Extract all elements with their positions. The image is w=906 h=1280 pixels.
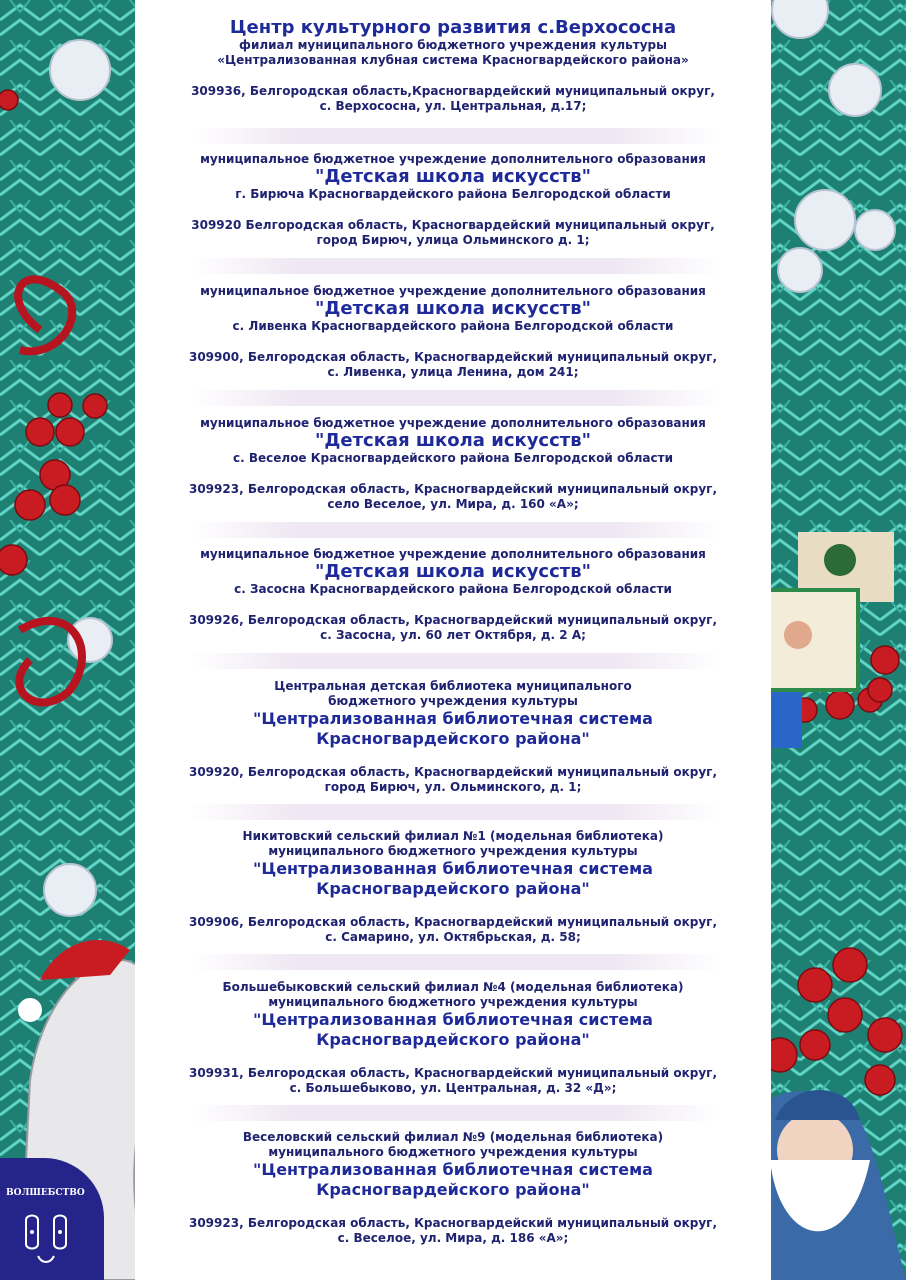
entry-line: муниципальное бюджетное учреждение дополнительного образования: [200, 547, 706, 561]
entry-name: Красногвардейского района": [316, 729, 590, 748]
entry-name: "Детская школа искусств": [315, 561, 591, 582]
entry-name: "Централизованная библиотечная система: [253, 859, 653, 878]
address-line: с. Веселое, ул. Мира, д. 186 «А»;: [337, 1231, 569, 1245]
entry-line: с. Засосна Красногвардейского района Белгородской области: [234, 582, 672, 596]
separator: [190, 522, 720, 538]
entry-library: [150, 980, 756, 1096]
entry-name: "Детская школа искусств": [315, 298, 591, 319]
address-line: 309936, Белгородская область,Красногвардейский муниципальный округ,: [191, 84, 715, 98]
entry-line: муниципального бюджетного учреждения культуры: [268, 844, 638, 858]
entry-line: г. Бирюча Красногвардейского района Белгородской области: [235, 187, 671, 201]
address-line: 309906, Белгородская область, Красногвардейский муниципальный округ,: [188, 915, 718, 929]
entry-address: [150, 613, 756, 643]
entry-library: [150, 679, 756, 795]
entry-library: [150, 829, 756, 945]
separator: [190, 804, 720, 820]
separator: [190, 653, 720, 669]
entry-line: филиал муниципального бюджетного учреждения культуры: [239, 38, 667, 52]
address-line: село Веселое, ул. Мира, д. 160 «А»;: [327, 497, 579, 511]
address-line: 309900, Белгородская область, Красногвардейский муниципальный округ,: [188, 350, 718, 364]
entry-line: Веселовский сельский филиал №9 (модельная библиотека): [242, 1130, 664, 1144]
entry-name: "Детская школа искусств": [315, 166, 591, 187]
entry-name: Красногвардейского района": [316, 1030, 590, 1049]
entry-address: [150, 915, 756, 945]
entry-title: Центр культурного развития с.Верхососна: [229, 17, 677, 38]
address-line: с. Засосна, ул. 60 лет Октября, д. 2 А;: [320, 628, 586, 642]
entry-name: "Детская школа искусств": [315, 430, 591, 451]
mittens-icon: [18, 1210, 78, 1270]
entry-address: [150, 482, 756, 512]
separator: [190, 258, 720, 274]
entry-line: Никитовский сельский филиал №1 (модельная библиотека): [242, 829, 664, 843]
address-line: 309931, Белгородская область, Красногвардейский муниципальный округ,: [188, 1066, 718, 1080]
separator: [190, 954, 720, 970]
address-line: с. Самарино, ул. Октябрьская, д. 58;: [325, 930, 581, 944]
address-line: город Бирюч, ул. Ольминского, д. 1;: [324, 780, 582, 794]
entry-art-school: [150, 416, 756, 512]
address-line: 309926, Белгородская область, Красногвардейский муниципальный округ,: [188, 613, 718, 627]
separator: [190, 1105, 720, 1121]
entry-art-school: [150, 284, 756, 380]
entry-name: "Централизованная библиотечная система: [253, 709, 653, 728]
entry-line: муниципального бюджетного учреждения культуры: [268, 995, 638, 1009]
entry-library: [150, 1130, 756, 1246]
entry-line: «Централизованная клубная система Красногвардейского района»: [217, 53, 689, 67]
address-line: 309920 Белгородская область, Красногвардейский муниципальный округ,: [191, 218, 715, 232]
entry-line: муниципального бюджетного учреждения культуры: [268, 1145, 638, 1159]
entry-art-school: [150, 547, 756, 643]
entry-address: [150, 1216, 756, 1246]
address-line: с. Большебыково, ул. Центральная, д. 32 «Д»;: [289, 1081, 617, 1095]
entry-address: [150, 84, 756, 114]
entry-address: [150, 1066, 756, 1096]
entry-culture-center: [150, 18, 756, 114]
entry-line: муниципальное бюджетное учреждение дополнительного образования: [200, 416, 706, 430]
address-line: с. Верхососна, ул. Центральная, д.17;: [319, 99, 587, 113]
entry-address: [150, 218, 756, 248]
logo-text: ВОЛШЕБСТВО: [6, 1188, 85, 1198]
entry-name: "Централизованная библиотечная система: [253, 1160, 653, 1179]
entry-line: с. Ливенка Красногвардейского района Белгородской области: [232, 319, 674, 333]
address-line: 309923, Белгородская область, Красногвардейский муниципальный округ,: [188, 482, 718, 496]
entry-name: Красногвардейского района": [316, 879, 590, 898]
entry-line: муниципальное бюджетное учреждение дополнительного образования: [200, 284, 706, 298]
entry-name: "Централизованная библиотечная система: [253, 1010, 653, 1029]
entry-line: Центральная детская библиотека муниципального: [274, 679, 632, 693]
entry-line: с. Веселое Красногвардейского района Белгородской области: [233, 451, 673, 465]
entry-art-school: [150, 152, 756, 248]
separator: [190, 128, 720, 144]
entry-address: [150, 350, 756, 380]
separator: [190, 390, 720, 406]
entry-name: Красногвардейского района": [316, 1180, 590, 1199]
address-line: город Бирюч, улица Ольминского д. 1;: [316, 233, 590, 247]
entry-line: муниципальное бюджетное учреждение дополнительного образования: [200, 152, 706, 166]
address-line: 309920, Белгородская область, Красногвардейский муниципальный округ,: [188, 765, 718, 779]
entry-address: [150, 765, 756, 795]
entry-line: Большебыковский сельский филиал №4 (модельная библиотека): [222, 980, 684, 994]
address-line: с. Ливенка, улица Ленина, дом 241;: [327, 365, 579, 379]
address-line: 309923, Белгородская область, Красногвардейский муниципальный округ,: [188, 1216, 718, 1230]
entry-line: бюджетного учреждения культуры: [328, 694, 578, 708]
